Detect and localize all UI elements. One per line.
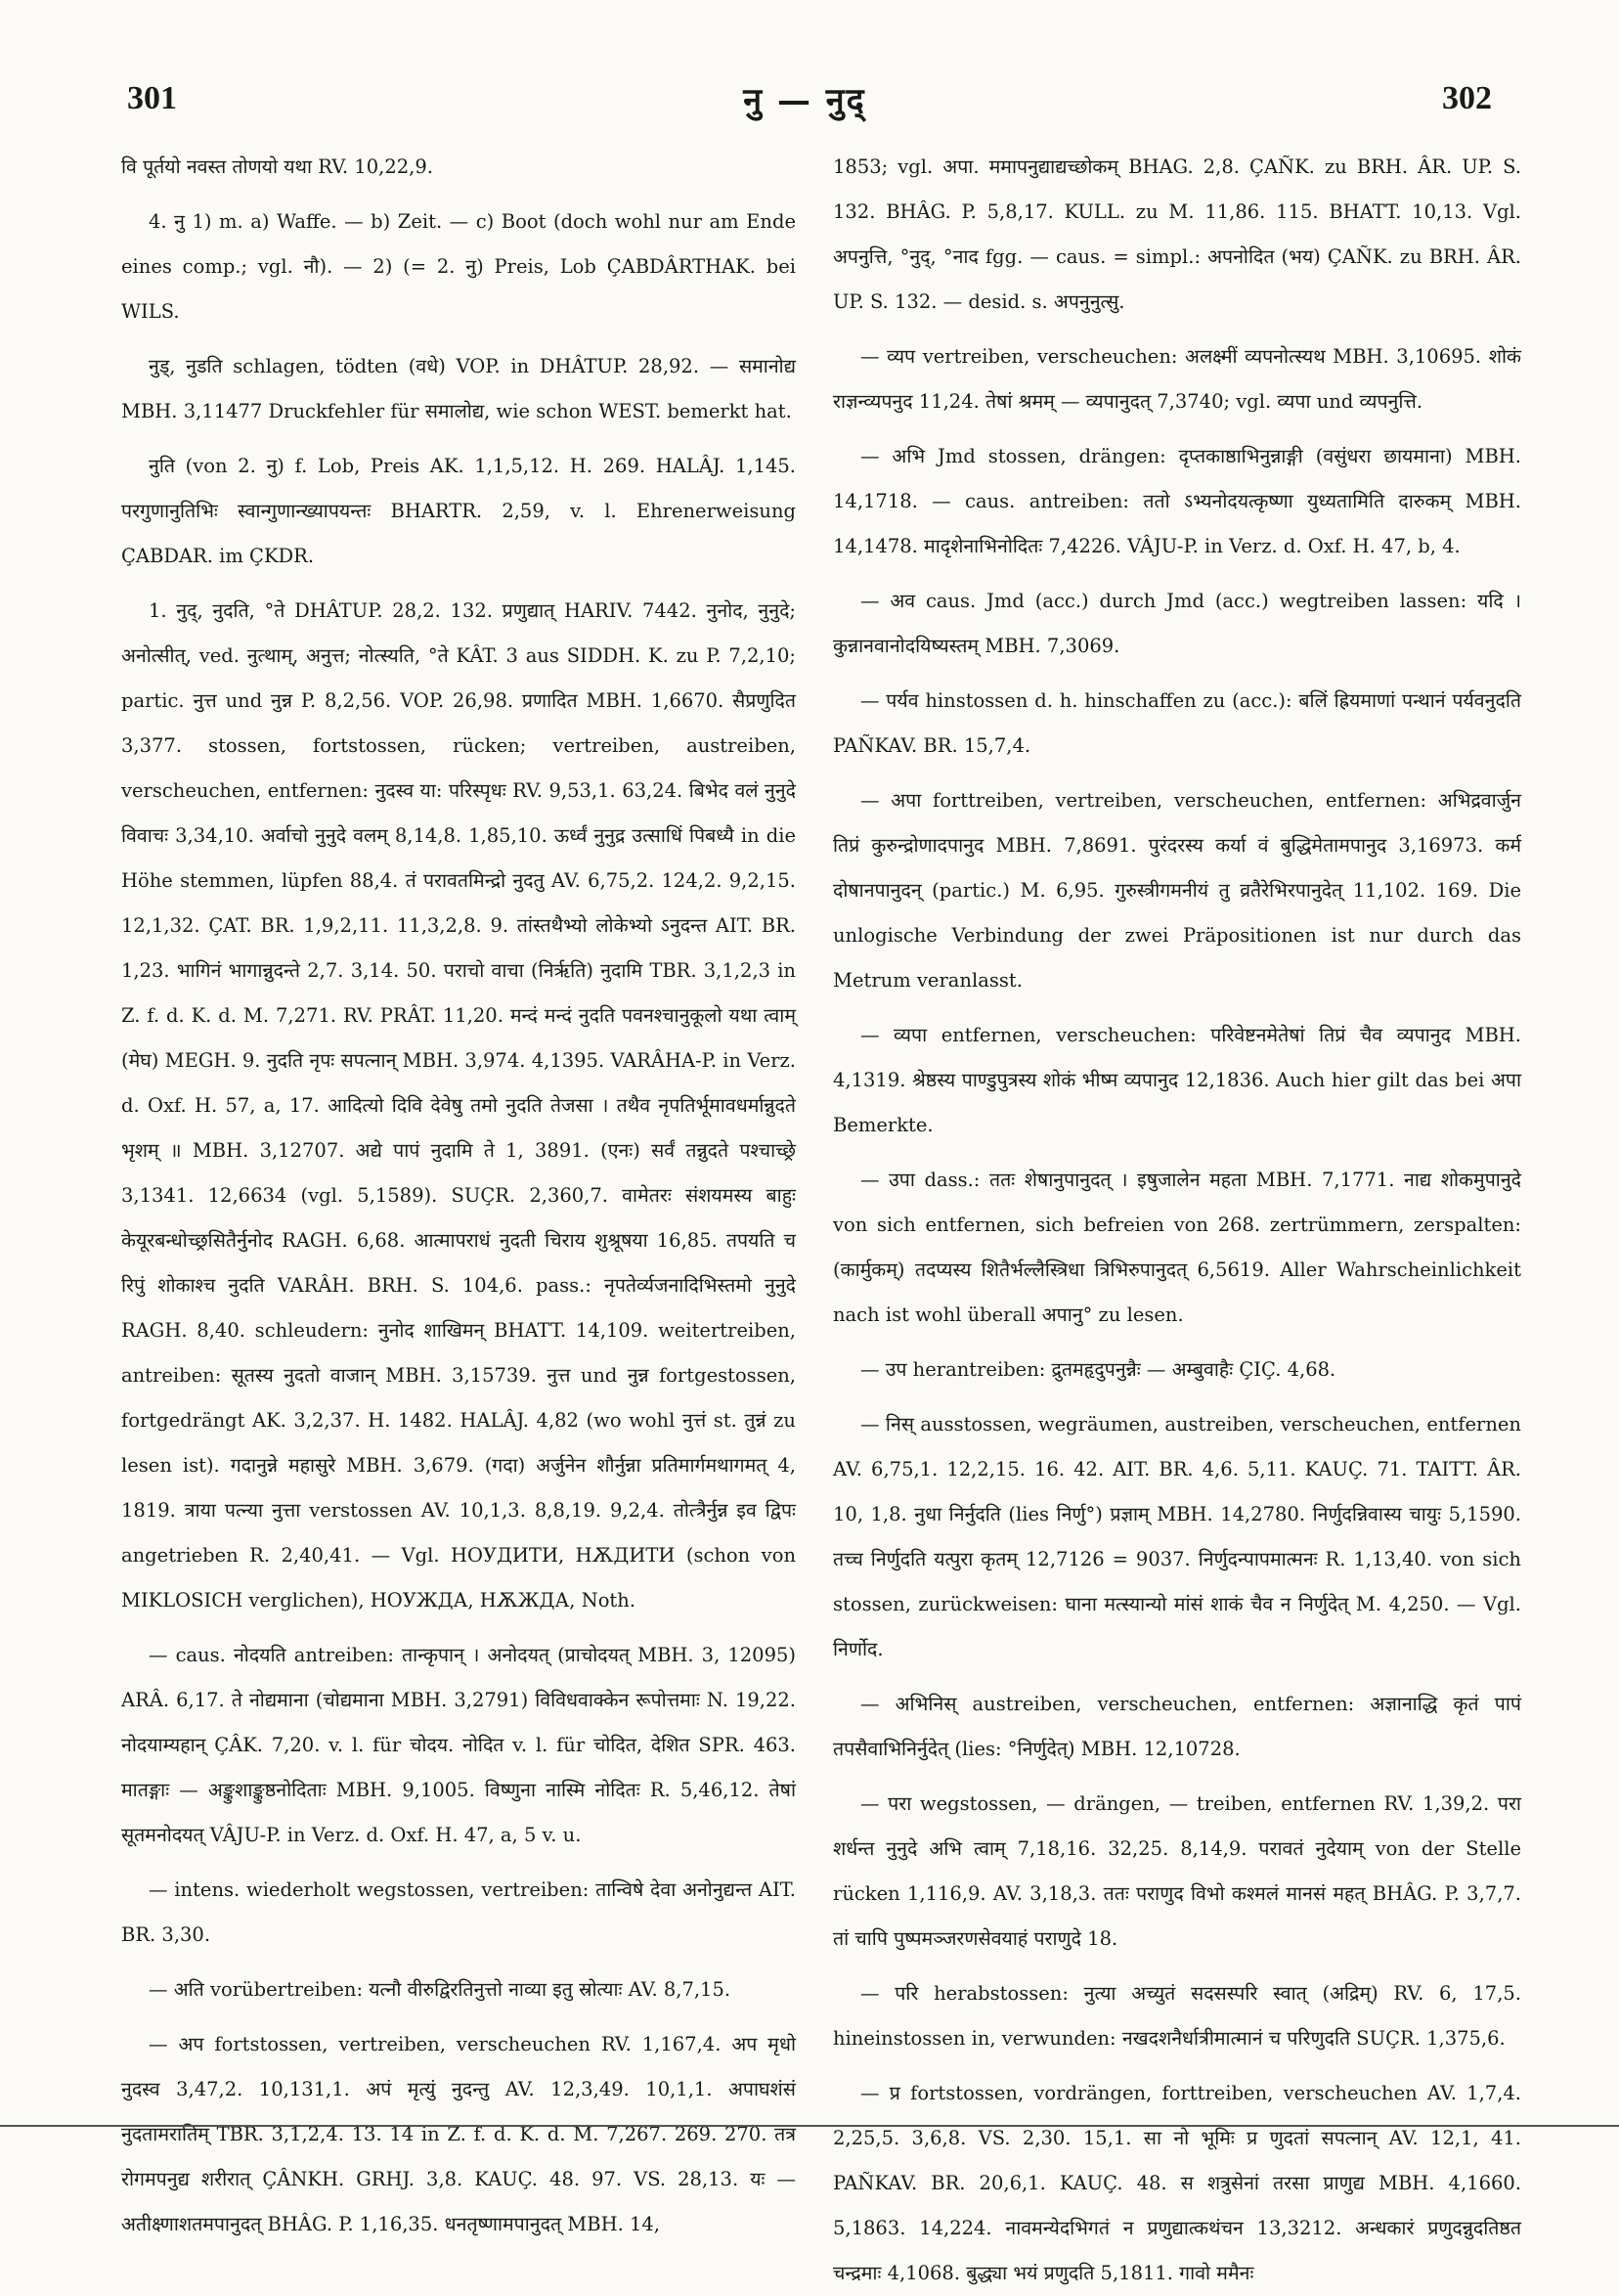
dictionary-entry: — intens. wiederholt wegstossen, vertreiben: तान्विषे देवा अनोनुद्यन्त AIT. BR. 3,30. xyxy=(121,1878,796,1946)
dictionary-entry: 1853; vgl. अपा. ममापनुद्याद्यच्छोकम् BHAG. 2,8. ÇAÑK. zu BRH. ÂR. UP. S. 132. BHÂG. P. 5,8,17. KULL. zu M. 11,86. 115. BHATT. 10,13. Vgl. अपनुत्ति, °नुद्, °नाद fgg. — caus. = simpl.: अपनोदित (भय) ÇAÑK. zu BRH. ÂR. UP. S. 132. — desid. s. अपनुनुत्सु. xyxy=(833,155,1521,313)
dictionary-entry: वि पूर्तयो नवस्त तोणयो यथा RV. 10,22,9. xyxy=(121,155,433,178)
page-number-left: 301 xyxy=(127,80,177,116)
dictionary-entry: 1. नुद्, नुदति, °ते DHÂTUP. 28,2. 132. प्रणुद्यात् HARIV. 7442. नुनोद, नुनुदे; अनोत्सीत्, ved. नुत्थाम्, अनुत्त; नोत्स्यति, °ते KÂT. 3 aus SIDDH. K. zu P. 7,2,10; partic. नुत्त und नुन्न P. 8,2,56. VOP. 26,98. प्रणादित MBH. 1,6670. सैप्रणुदित 3,377. stossen, fortstossen, rücken; vertreiben, austreiben, verscheuchen, entfernen: नुदस्व या: परिस्पृधः RV. 9,53,1. 63,24. बिभेद वलं नुनुदे विवाचः 3,34,10. अर्वाचो नुनुदे वलम् 8,14,8. 1,85,10. ऊर्ध्वं नुनुद्र उत्साधिं पिबध्यै in die Höhe stemmen, lüpfen 88,4. तं परावतमिन्द्रो नुदतु AV. 6,75,2. 124,2. 9,2,15. 12,1,32. ÇAT. BR. 1,9,2,11. 11,3,2,8. 9. तांस्तथैभ्यो लोकेभ्यो ऽनुदन्त AIT. BR. 1,23. भागिनं भागान्नुदन्ते 2,7. 3,14. 50. पराचो वाचा (निर्ऋति) नुदामि TBR. 3,1,2,3 in Z. f. d. K. d. M. 7,271. RV. PRÂT. 11,20. मन्दं मन्दं नुदति पवनश्चानुकूलो यथा त्वाम् (मेघ) MEGH. 9. नुदति नृपः सपत्नान् MBH. 3,974. 4,1395. VARÂHA-P. in Verz. d. Oxf. H. 57, a, 17. आदित्यो दिवि देवेषु तमो नुदति तेजसा । तथैव नृपतिर्भूमावधर्मान्नुदते भृशम् ॥ MBH. 3,12707. अद्ये पापं नुदामि ते 1, 3891. (एनः) सर्वं तन्नुदते पश्चाच्छ्रे 3,1341. 12,6634 (vgl. 5,1589). SUÇR. 2,360,7. वामेतरः संशयमस्य बाहुः केयूरबन्धोच्छ्रसितैर्नुनोद RAGH. 6,68. आत्मापराधं नुदती चिराय शुश्रूषया 16,85. तपयति च रिपुं शोकाश्च नुदति VARÂH. BRH. S. 104,6. pass.: नृपतेर्व्यजनादिभिस्तमो नुनुदे RAGH. 8,40. schleudern: नुनोद शाखिमन् BHATT. 14,109. weitertreiben, antreiben: सूतस्य नुदतो वाजान् MBH. 3,15739. नुत्त und नुन्न fortgestossen, fortgedrängt AK. 3,2,37. H. 1482. HALÂJ. 4,82 (wo wohl नुत्तं st. तुन्नं zu lesen ist). गदानुन्ने महासुरे MBH. 3,679. (गदा) अर्जुनेन शौर्नुन्ना प्रतिमार्गमथागमत् 4, 1819. त्राया पत्न्या नुत्ता verstossen AV. 10,1,3. 8,8,19. 9,2,4. तोत्त्रैर्नुन्न इव द्विपः angetrieben R. 2,40,41. — Vgl. НОУДИТИ, НѪДИТИ (schon von MIKLOSICH verglichen), НОУЖДА, НѪЖДА, Noth. xyxy=(121,599,796,1612)
dictionary-entry: — उप herantreiben: द्रुतमहृदुपनुन्नैः — अम्बुवाहैः ÇIÇ. 4,68. xyxy=(860,1358,1336,1381)
dictionary-entry: — अव caus. Jmd (acc.) durch Jmd (acc.) wegtreiben lassen: यदि । कुन्नानवानोदयिष्यस्तम् MBH. 7,3069. xyxy=(833,590,1521,657)
dictionary-entry: — परि herabstossen: नुत्या अच्युतं सदसस्परि स्वात् (अद्रिम्) RV. 6, 17,5. hineinstossen in, verwunden: नखदशनैर्धात्रीमात्मानं च परिणुदति SUÇR. 1,375,6. xyxy=(833,1982,1521,2050)
dictionary-entry: — अपा forttreiben, vertreiben, verscheuchen, entfernen: अभिद्रवार्जुन तिप्रं कुरुन्द्रोणादपानुद MBH. 7,8691. पुरंदरस्य कर्या वं बुद्धिमेतामपानुद 3,16973. कर्म दोषानपानुदन् (partic.) M. 6,95. गुरुस्त्रीगमनीयं तु व्रतैरेभिरपानुदेत् 11,102. 169. Die unlogische Verbindung der zwei Präpositionen ist nur durch das Metrum veranlasst. xyxy=(833,789,1521,992)
dictionary-entry: — उपा dass.: ततः शेषानुपानुदत् । इषुजालेन महता MBH. 7,1771. नाद्य शोकमुपानुदे von sich entfernen, sich befreien von 268. zertrümmern, zerspalten: (कार्मुकम्) तदप्यस्य शितैर्भल्लैस्त्रिधा त्रिभिरुपानुदत् 6,5619. Aller Wahrscheinlichkeit nach ist wohl überall अपानु° zu lesen. xyxy=(833,1169,1521,1326)
dictionary-entry: 4. नु 1) m. a) Waffe. — b) Zeit. — c) Boot (doch wohl nur am Ende eines comp.; vgl. नौ). — 2) (= 2. नु) Preis, Lob ÇABDÂRTHAK. bei WILS. xyxy=(121,210,796,323)
running-headword: नु — नुद् xyxy=(743,81,866,120)
dictionary-entry: — अप fortstossen, vertreiben, verscheuchen RV. 1,167,4. अप मृधो नुदस्व 3,47,2. 10,131,1. अपं मृत्युं नुदन्तु AV. 12,3,49. 10,1,1. अपाघशंसं नुदतामरातिम् TBR. 3,1,2,4. 13. 14 in Z. f. d. K. d. M. 7,267. 269. 270. तत्रं रोगमपनुद्य शरीरात् ÇÂNKH. GRHJ. 3,8. KAUÇ. 48. 97. VS. 28,13. यः — अतीक्ष्णाशतमपानुदत् BHÂG. P. 1,16,35. धनतृष्णामपानुदत् MBH. 14, xyxy=(121,2033,796,2235)
dictionary-entry: — निस् ausstossen, wegräumen, austreiben, verscheuchen, entfernen AV. 6,75,1. 12,2,15. 16. 42. AIT. BR. 4,6. 5,11. KAUÇ. 71. TAITT. ÂR. 10, 1,8. नुधा निर्नुदति (lies निर्णु°) प्रज्ञाम् MBH. 14,2780. निर्णुदन्निवास्य चायुः 5,1590. तच्च निर्णुदति यत्पुरा कृतम् 12,7126 = 9037. निर्णुदन्पापमात्मनः R. 1,13,40. von sich stossen, zurückweisen: घाना मत्स्यान्यो मांसं शाकं चैव न निर्णुदेत् M. 4,250. — Vgl. निर्णोद. xyxy=(833,1413,1521,1660)
dictionary-entry: — व्यपा entfernen, verscheuchen: परिवेष्टनमेतेषां तिप्रं चैव व्यपानुद MBH. 4,1319. श्रेष्ठस्य पाण्डुपुत्रस्य शोकं भीष्म व्यपानुद 12,1836. Auch hier gilt das bei अपा Bemerkte. xyxy=(833,1024,1521,1136)
dictionary-entry: — अति vorübertreiben: यत्नौ वीरुद्विरतिनुत्तो नाव्या इतु स्रोत्याः AV. 8,7,15. xyxy=(149,1978,731,2001)
dictionary-entry: — अभि Jmd stossen, drängen: दृप्तकाष्ठाभिनुन्नाङ्गी (वसुंधरा छायमाना) MBH. 14,1718. — caus. antreiben: ततो ऽभ्यनोदयत्कृष्णा युध्यतामिति दारुकम् MBH. 14,1478. मादृशेनाभिनोदितः 7,4226. VÂJU-P. in Verz. d. Oxf. H. 47, b, 4. xyxy=(833,445,1521,557)
dictionary-entry: — पर्यव hinstossen d. h. hinschaffen zu (acc.): बलिं ह्रियमाणां पन्थानं पर्यवनुदति PAÑKAV. BR. 15,7,4. xyxy=(833,689,1521,757)
right-column xyxy=(833,145,1521,2284)
dictionary-entry: — व्यप vertreiben, verscheuchen: अलक्ष्मीं व्यपनोत्स्यथ MBH. 3,10695. शोकं राज्ञन्व्यपनुद 11,24. तेषां श्रमम् — व्यपानुदत् 7,3740; vgl. व्यपा und व्यपनुत्ति. xyxy=(833,345,1521,413)
dictionary-entry: — परा wegstossen, — drängen, — treiben, entfernen RV. 1,39,2. परा शर्धन्त नुनुदे अभि त्वाम् 7,18,16. 32,25. 8,14,9. परावतं नुदेयाम् von der Stelle rücken 1,116,9. AV. 3,18,3. ततः पराणुद विभो कश्मलं मानसं महत् BHÂG. P. 3,7,7. तां चापि पुष्पमञ्जरणसेवयाहं पराणुदे 18. xyxy=(833,1792,1521,1950)
dictionary-entry: — caus. नोदयति antreiben: तान्कृपान् । अनोदयत् (प्राचोदयत् MBH. 3, 12095) ARÂ. 6,17. ते नोद्यमाना (चोद्यमाना MBH. 3,2791) विविधवाक्केन रूपोत्तमाः N. 19,22. नोदयाम्यहान् ÇÂK. 7,20. v. l. für चोदय. नोदित v. l. für चोदित, देशित SPR. 463. मातङ्गाः — अङ्कुशाङ्कुष्ठनोदिताः MBH. 9,1005. विष्णुना नास्मि नोदितः R. 5,46,12. तेषां सूतमनोदयत् VÂJU-P. in Verz. d. Oxf. H. 47, a, 5 v. u. xyxy=(121,1644,796,1846)
dictionary-entry: नुति (von 2. नु) f. Lob, Preis AK. 1,1,5,12. H. 269. HALÂJ. 1,145. परगुणानुतिभिः स्वान्गुणान्ख्यापयन्तः BHARTR. 2,59, v. l. Ehrenerweisung ÇABDAR. im ÇKDR. xyxy=(121,455,796,567)
dictionary-entry: — प्र fortstossen, vordrängen, forttreiben, verscheuchen AV. 1,7,4. 2,25,5. 3,6,8. VS. 2,30. 15,1. सा नो भूमिः प्र णुदतां सपत्नान् AV. 12,1, 41. PAÑKAV. BR. 20,6,1. KAUÇ. 48. स शत्रुसेनां तरसा प्राणुद्य MBH. 4,1660. 5,1863. 14,224. नावमन्येदभिगतं न प्रणुद्यात्कथंचन 13,3212. अन्धकारं प्रणुदन्नुदतिष्ठत चन्द्रमाः 4,1068. बुद्ध्या भयं प्रणुदति 5,1811. गावो ममैनः xyxy=(833,2082,1521,2284)
page-header xyxy=(117,80,1492,139)
page-number-right: 302 xyxy=(1442,80,1492,116)
left-column xyxy=(121,145,796,2235)
footer-rule xyxy=(0,2125,1619,2127)
dictionary-entry: नुड्, नुडति schlagen, tödten (वधे) VOP. in DHÂTUP. 28,92. — समानोद्य MBH. 3,11477 Druckfehler für समालोद्य, wie schon WEST. bemerkt hat. xyxy=(121,355,796,422)
dictionary-entry: — अभिनिस् austreiben, verscheuchen, entfernen: अज्ञानाद्धि कृतं पापं तपसैवाभिनिर्नुदेत् (lies: °निर्णुदेत्) MBH. 12,10728. xyxy=(833,1693,1521,1760)
